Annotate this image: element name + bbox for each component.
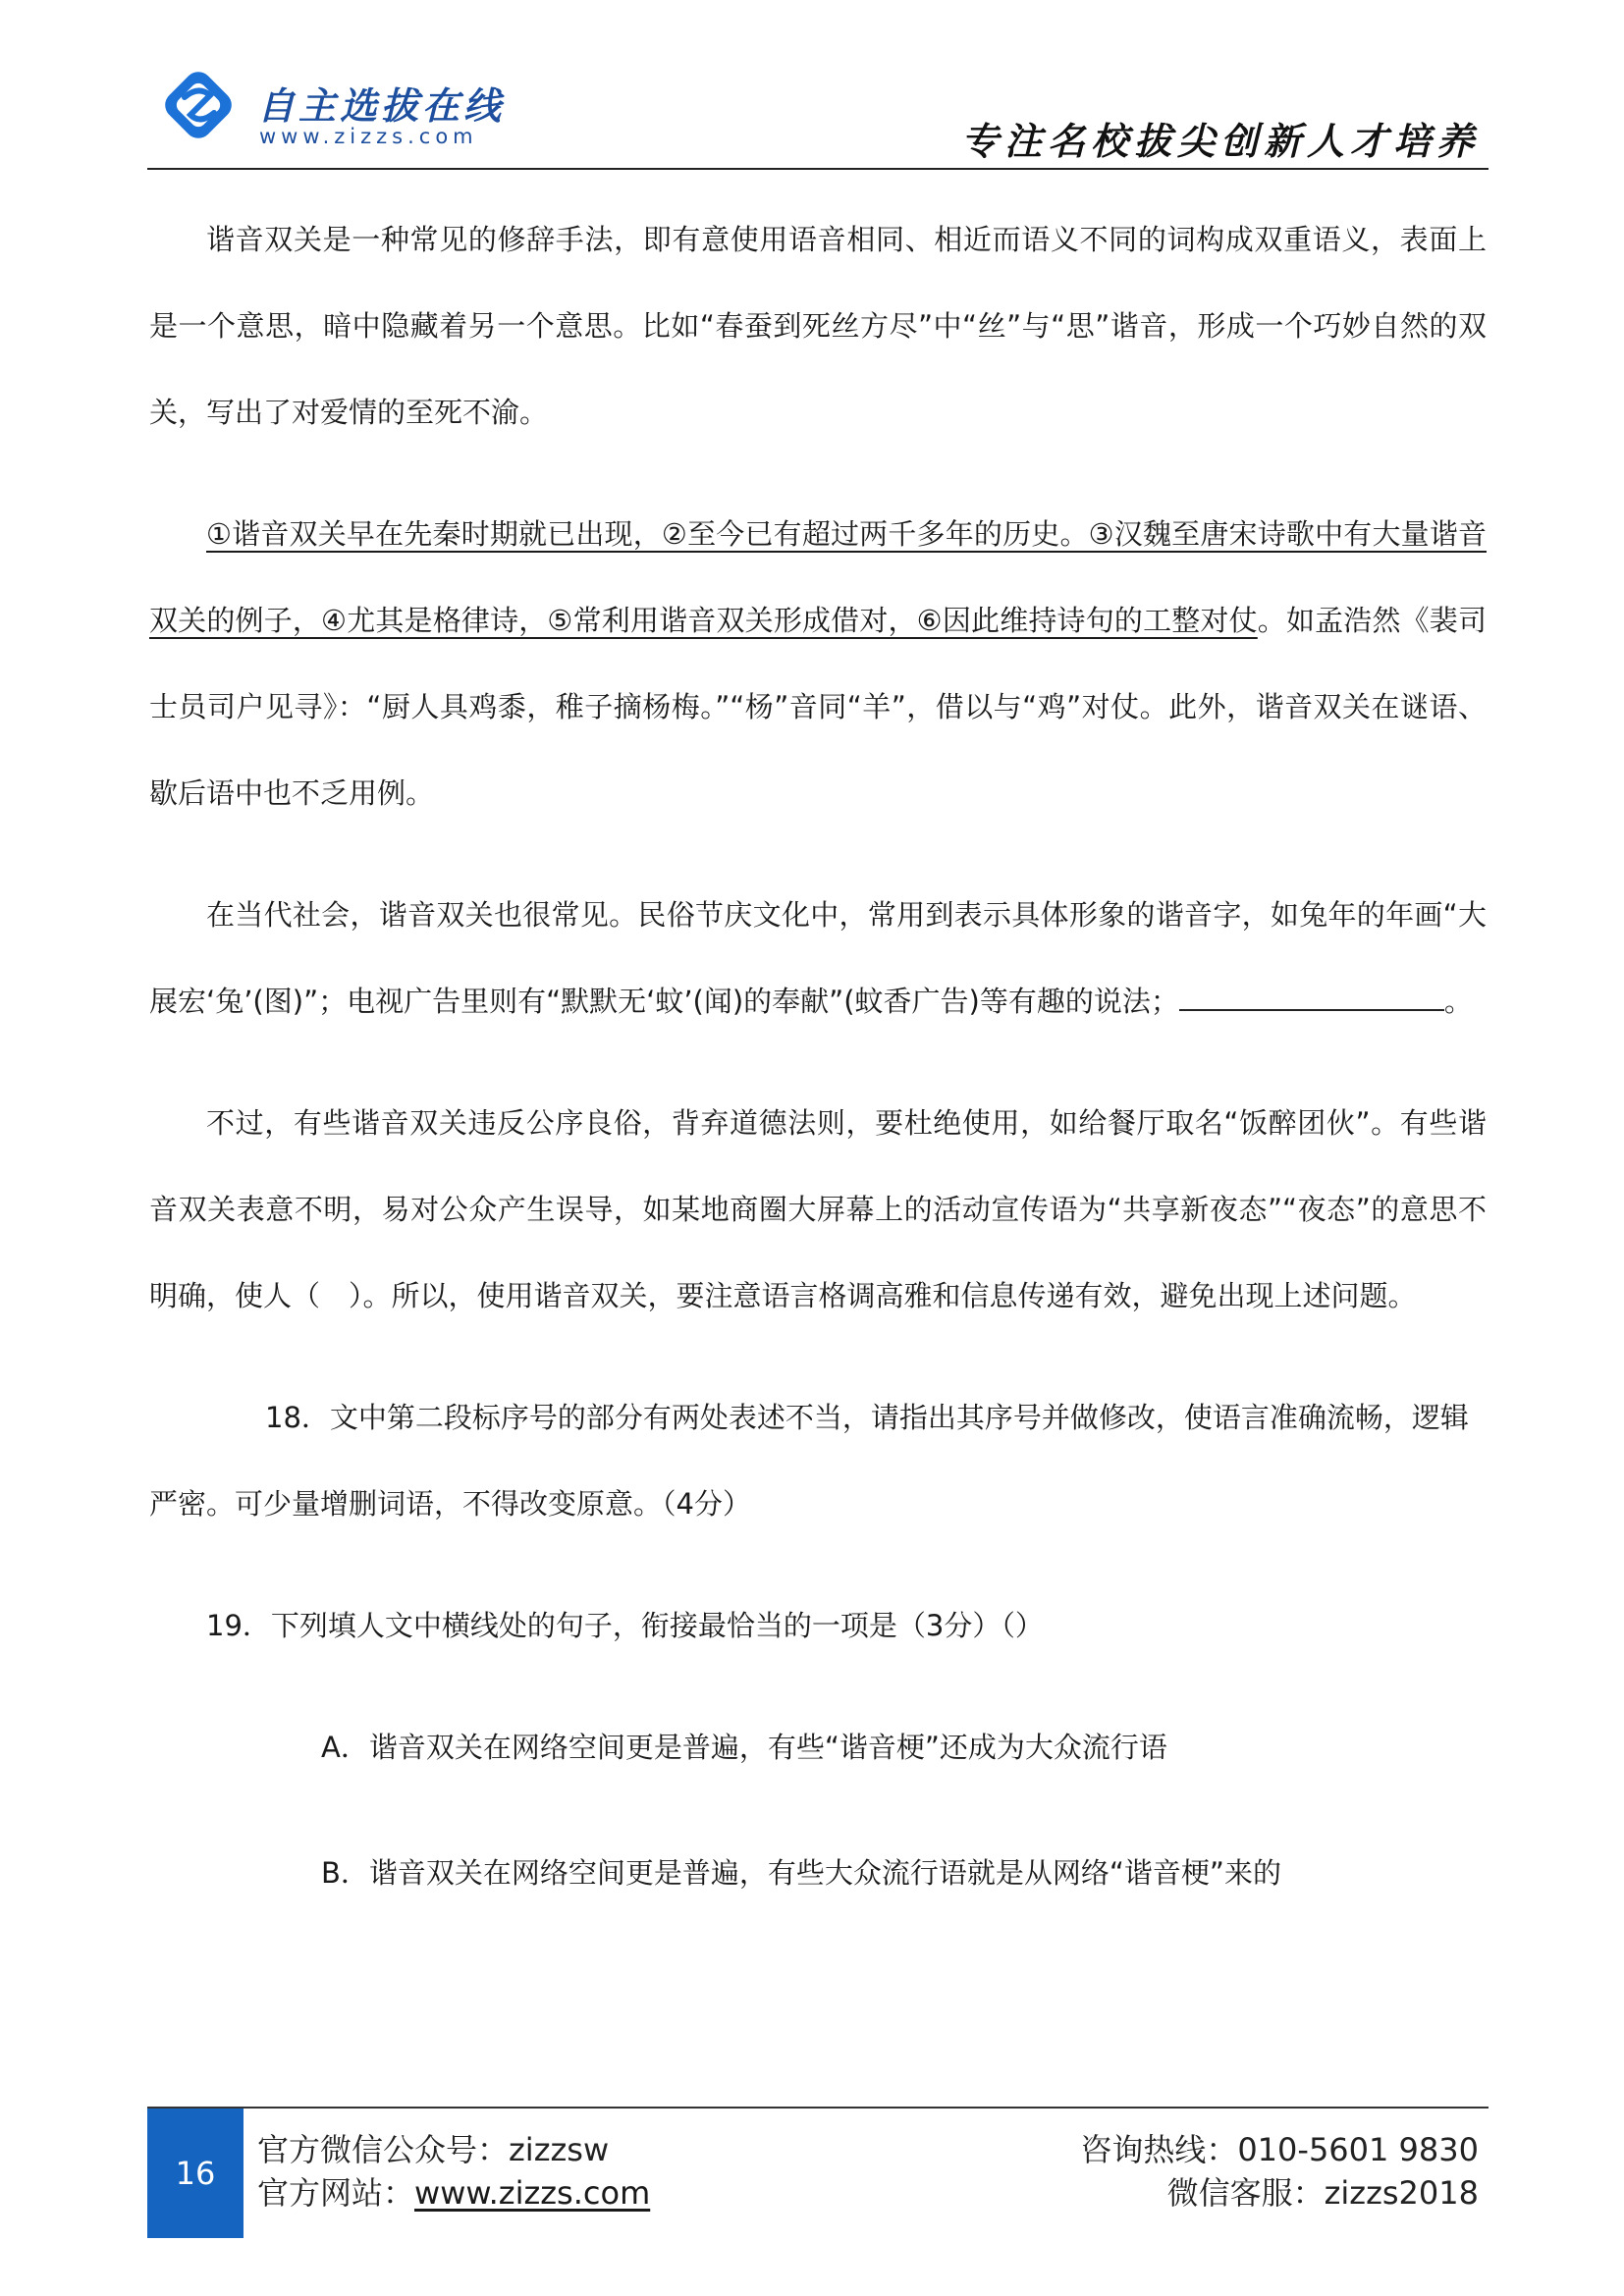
footer-wechat-service: 微信客服：zizzs2018 [1166, 2174, 1479, 2212]
footer-right [1080, 2128, 1479, 2215]
paragraph-4: 不过，有些谐音双关违反公序良俗，背弃道德法则，要杜绝使用，如给餐厅取名“饭醉团伙”。有些谐音双关表意不明，易对公众产生误导，如某地商圈大屏幕上的活动宣传语为“共享新夜态”“夜态”的意思不明确，使人（ ）。所以，使用谐音双关，要注意语言格调高雅和信息传递有效，避免出现上述问题。 [149, 1106, 1487, 1312]
paragraph-3-text: 在当代社会，谐音双关也很常见。民俗节庆文化中，常用到表示具体形象的谐音字，如兔年的年画“大展宏‘兔’(图)”；电视广告里则有“默默无‘蚊’(闻)的奉献”(蚊香广告)等有趣的说法； [149, 898, 1487, 1018]
footer-divider [147, 2107, 1489, 2109]
paragraph-2 [149, 491, 1487, 836]
paragraph-2-rest: 。如孟浩然《裴司士员司户见寻》：“厨人具鸡黍，稚子摘杨梅。”“杨”音同“羊”，借以与“鸡”对仗。此外，谐音双关在谜语、歇后语中也不乏用例。 [149, 604, 1487, 810]
footer-website [257, 2171, 650, 2215]
footer-website-label: 官方网站： [257, 2174, 415, 2212]
footer-left [257, 2128, 650, 2215]
brand-url: www.zizzs.com [259, 125, 478, 148]
page-header [147, 54, 1488, 170]
underlined-numbered-sentences: ①谐音双关早在先秦时期就已出现，②至今已有超过两千多年的历史。③汉魏至唐宋诗歌中有大量谐音双关的例子，④尤其是格律诗，⑤常利用谐音双关形成借对，⑥因此维持诗句的工整对仗 [149, 517, 1487, 637]
question-18: 18．文中第二段标序号的部分有两处表述不当，请指出其序号并做修改，使语言准确流畅，逻辑严密。可少量增删词语，不得改变原意。（4分） [149, 1401, 1469, 1521]
website-link[interactable]: www.zizzs.com [414, 2174, 651, 2212]
brand-name: 自主选拔在线 [257, 83, 506, 128]
paragraph-3-end: 。 [1443, 985, 1473, 1018]
footer-wechat: 官方微信公众号：zizzsw [257, 2131, 610, 2168]
option-a: A．谐音双关在网络空间更是普遍，有些“谐音梗”还成为大众流行语 [321, 1731, 1167, 1764]
document-body [149, 196, 1487, 1955]
footer-hotline: 咨询热线：010-5601 9830 [1080, 2131, 1479, 2168]
fill-in-blank [1179, 988, 1444, 1011]
option-b: B．谐音双关在网络空间更是普遍，有些大众流行语就是从网络“谐音梗”来的 [321, 1856, 1281, 1890]
zizzs-logo-icon [157, 64, 240, 146]
question-19: 19．下列填人文中横线处的句子，衔接最恰当的一项是（3分）（） [206, 1609, 1044, 1642]
paragraph-3 [149, 872, 1487, 1044]
header-divider [147, 168, 1489, 170]
paragraph-1: 谐音双关是一种常见的修辞手法，即有意使用语音相同、相近而语义不同的词构成双重语义，表面上是一个意思，暗中隐藏着另一个意思。比如“春蚕到死丝方尽”中“丝”与“思”谐音，形成一个巧妙自然的双关，写出了对爱情的至死不渝。 [149, 223, 1487, 429]
header-slogan: 专注名校拔尖创新人才培养 [960, 119, 1480, 163]
page-number: 16 [147, 2109, 244, 2238]
